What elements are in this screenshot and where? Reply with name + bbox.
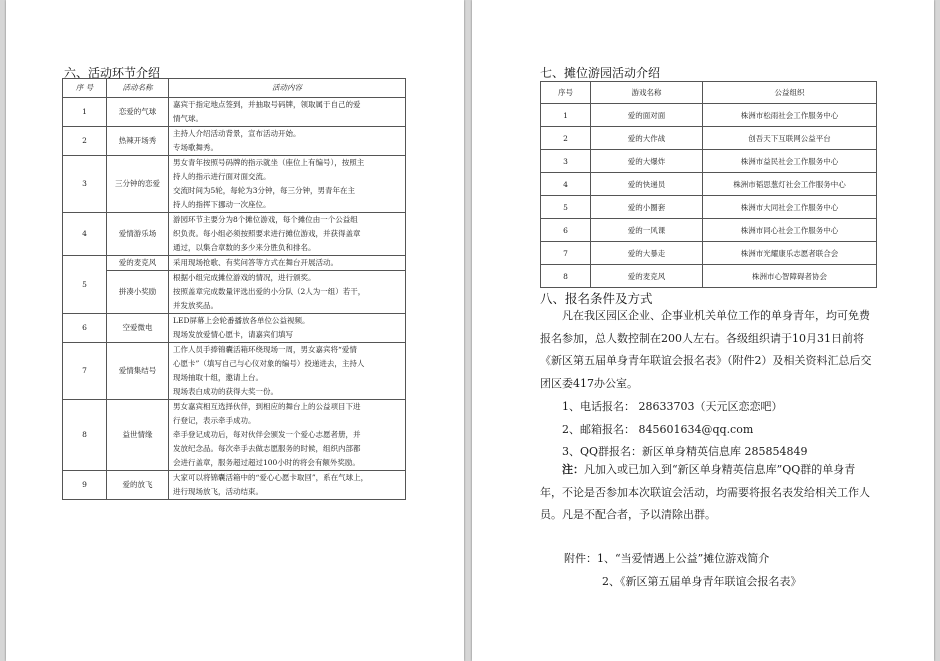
booth-row <box>541 242 877 265</box>
activity-row <box>63 471 406 500</box>
section-seven-title: 七、摊位游园活动介绍 <box>540 66 661 80</box>
activity-number: 3 <box>63 156 107 213</box>
activity-row <box>63 156 406 213</box>
activity-table-header <box>63 79 406 98</box>
activity-number: 6 <box>63 314 107 343</box>
activity-content-line: 大家可以将锦囊活箱中的“爱心心愿卡取回”，系在气球上， <box>173 473 369 482</box>
activity-content-line: 持人的指挥下挪动一次座位。 <box>173 200 271 209</box>
activity-content-line: 游园环节主要分为8个摊位游戏，每个摊位由一个公益组 <box>173 215 358 224</box>
activity-name: 拼凑小奖励 <box>107 271 169 314</box>
activity-content-line: 工作人员手捧锦囊活箱环绕现场一周，男女嘉宾将“爱情 <box>173 345 357 354</box>
activity-content-line: 通过，以集合章数的多少来分胜负和排名。 <box>173 243 316 252</box>
section-eight-title: 八、报名条件及方式 <box>540 291 653 306</box>
note-label: 注： <box>562 463 584 476</box>
activity-content <box>169 271 406 314</box>
booth-number: 8 <box>541 265 591 288</box>
booth-number: 5 <box>541 196 591 219</box>
activity-content <box>169 471 406 500</box>
booth-row <box>541 104 877 127</box>
activity-number: 4 <box>63 213 107 256</box>
booth-row <box>541 265 877 288</box>
booth-number: 6 <box>541 219 591 242</box>
activity-name: 爱的麦克风 <box>107 256 169 271</box>
activity-name: 空爱微电 <box>107 314 169 343</box>
booth-header-org: 公益组织 <box>703 82 877 104</box>
activity-content-line: 并发放奖品。 <box>173 301 218 310</box>
activity-name: 三分钟的恋爱 <box>107 156 169 213</box>
booth-organization: 株洲市同心社会工作服务中心 <box>703 219 877 242</box>
activity-content-line: 牵手登记成功后，每对伙伴会颁发一个爱心志愿者册，并 <box>173 430 361 439</box>
booth-organization: 株洲市韬思葱灯社会工作服务中心 <box>703 173 877 196</box>
activity-number: 1 <box>63 98 107 127</box>
header-name: 活动名称 <box>107 79 169 98</box>
activity-content <box>169 213 406 256</box>
booth-organization: 创吾天下互联网公益平台 <box>703 127 877 150</box>
phone-registration: 1、电话报名： 28633703（天元区恋恋吧） <box>562 400 783 413</box>
booth-table <box>540 81 877 288</box>
booth-header-game: 游戏名称 <box>591 82 703 104</box>
activity-row <box>63 98 406 127</box>
activity-content-line: 现场抽取十组，邀请上台。 <box>173 373 263 382</box>
activity-content-line: 行登记，表示牵手成功。 <box>173 416 256 425</box>
booth-number: 7 <box>541 242 591 265</box>
document-page-right <box>472 0 934 661</box>
activity-content <box>169 256 406 271</box>
activity-content-line: 男女嘉宾相互选择伙伴，到相应的舞台上的公益项目下进 <box>173 402 361 411</box>
activity-name: 热辣开场秀 <box>107 127 169 156</box>
booth-number: 3 <box>541 150 591 173</box>
activity-content-line: 发放纪念品。每次牵手去做志愿服务的时候，组织内部都 <box>173 444 361 453</box>
booth-organization: 株洲市光耀康乐志愿者联合会 <box>703 242 877 265</box>
activity-content <box>169 343 406 400</box>
booth-number: 4 <box>541 173 591 196</box>
activity-number: 5 <box>63 256 107 314</box>
booth-table-header <box>541 82 877 104</box>
activity-row <box>63 314 406 343</box>
activity-row <box>63 400 406 471</box>
activity-content-line: 专场歌舞秀。 <box>173 143 218 152</box>
activity-content <box>169 314 406 343</box>
booth-number: 2 <box>541 127 591 150</box>
activity-content-line: 男女青年按照号码牌的指示就坐（座位上有编号），按照主 <box>173 158 365 167</box>
activity-content-line: 按照盖章完成数量评选出爱的小分队（2人为一组）若干， <box>173 287 366 296</box>
booth-organization: 株洲市松雨社会工作服务中心 <box>703 104 877 127</box>
activity-content <box>169 127 406 156</box>
registration-intro: 凡在我区园区企业、企事业机关单位工作的单身青年，均可免费报名参加，总人数控制在200人左右。各级组织请于10月31日前将《新区第五届单身青年联谊会报名表》（附件2）及相关资料汇总后交团区委417办公室。 <box>540 309 872 390</box>
activity-content-line: LED屏幕上会轮番播放各单位公益视频。 <box>173 316 310 325</box>
booth-organization: 株洲市心智障碍者协会 <box>703 265 877 288</box>
header-content: 活动内容 <box>169 79 406 98</box>
booth-game-name: 爱的面对面 <box>591 104 703 127</box>
booth-game-name: 爱的大爆炸 <box>591 150 703 173</box>
activity-content-line: 根据小组完成摊位游戏的情况，进行颁奖。 <box>173 273 316 282</box>
booth-game-name: 爱的一风课 <box>591 219 703 242</box>
activity-content <box>169 400 406 471</box>
booth-game-name: 爱的麦克风 <box>591 265 703 288</box>
activity-content <box>169 98 406 127</box>
booth-game-name: 爱的大作战 <box>591 127 703 150</box>
activity-content-line: 持人的指示进行面对面交流。 <box>173 172 271 181</box>
booth-row <box>541 127 877 150</box>
activity-content-line: 交流时间为5轮，每轮为3分钟，每三分钟，男青年在主 <box>173 186 356 195</box>
activity-number: 8 <box>63 400 107 471</box>
booth-number: 1 <box>541 104 591 127</box>
booth-row <box>541 173 877 196</box>
activity-number: 2 <box>63 127 107 156</box>
activity-row <box>63 343 406 400</box>
document-page-left <box>6 0 464 661</box>
activity-row <box>63 271 406 314</box>
activity-content-line: 心愿卡”（填写自己与心仪对象的编号）投递进去，主持人 <box>173 359 365 368</box>
booth-game-name: 爱的快递员 <box>591 173 703 196</box>
activity-content <box>169 156 406 213</box>
header-no: 序 号 <box>63 79 107 98</box>
activity-content-line: 采用现场抢歌、有奖问答等方式在舞台开展活动。 <box>173 258 338 267</box>
activity-content-line: 现场表白成功的获得大奖一份。 <box>173 387 278 396</box>
registration-note <box>540 459 872 527</box>
activity-number: 9 <box>63 471 107 500</box>
activity-row <box>63 213 406 256</box>
booth-game-name: 爱的大暴走 <box>591 242 703 265</box>
activity-row <box>63 256 406 271</box>
attachment-two: 2、《新区第五届单身青年联谊会报名表》 <box>602 575 802 588</box>
activity-name: 恋爱的气球 <box>107 98 169 127</box>
booth-row <box>541 196 877 219</box>
attachment-one: 附件：1、“当爱情遇上公益”摊位游戏简介 <box>564 552 770 565</box>
booth-header-no: 序号 <box>541 82 591 104</box>
activity-content-line: 情气球。 <box>173 114 203 123</box>
qq-registration: 3、QQ群报名：新区单身精英信息库 285854849 <box>562 445 808 458</box>
activity-content-line: 会进行盖章，服务超过超过100小时的将会有额外奖励。 <box>173 458 360 467</box>
activity-name: 爱情集结号 <box>107 343 169 400</box>
activity-content-line: 现场发放爱情心愿卡，请嘉宾们填写 <box>173 330 293 339</box>
activity-row <box>63 127 406 156</box>
booth-organization: 株洲市大同社会工作服务中心 <box>703 196 877 219</box>
booth-game-name: 爱的小圈套 <box>591 196 703 219</box>
activity-content-line: 嘉宾于指定地点签到，并抽取号码牌，领取属于自己的爱 <box>173 100 361 109</box>
booth-row <box>541 219 877 242</box>
section-six-title: 六、活动环节介绍 <box>64 66 161 80</box>
activity-content-line: 进行现场放飞，活动结束。 <box>173 487 263 496</box>
activity-name: 爱情游乐场 <box>107 213 169 256</box>
note-text: 凡加入或已加入到“新区单身精英信息库”QQ群的单身青年，不论是否参加本次联谊会活动，均需要将报名表发给相关工作人员。凡是不配合者，予以清除出群。 <box>540 463 870 521</box>
booth-row <box>541 150 877 173</box>
activity-name: 爱的放飞 <box>107 471 169 500</box>
email-registration: 2、邮箱报名： 845601634@qq.com <box>562 423 754 436</box>
booth-organization: 株洲市益民社会工作服务中心 <box>703 150 877 173</box>
activity-content-line: 织负责。每小组必须按照要求进行摊位游戏，并获得盖章 <box>173 229 361 238</box>
activity-number: 7 <box>63 343 107 400</box>
activity-name: 益世情缘 <box>107 400 169 471</box>
activity-content-line: 主持人介绍活动背景，宣布活动开始。 <box>173 129 301 138</box>
activity-table <box>62 78 406 500</box>
